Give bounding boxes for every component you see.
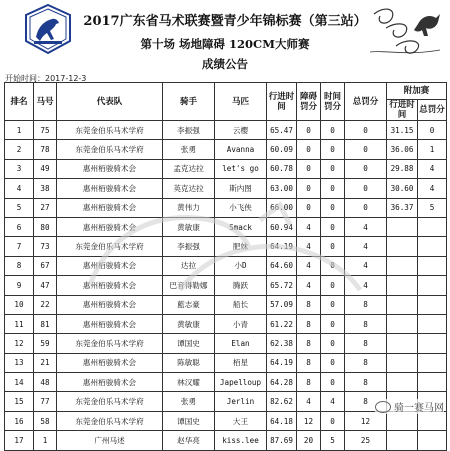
jump-fault-cell: 8	[297, 334, 321, 353]
total-cell: 4	[345, 217, 387, 236]
team-cell: 东莞金伯乐马术学府	[57, 392, 163, 411]
horse-cell: Avanna	[215, 140, 267, 159]
rider-cell: 陈敏聪	[163, 353, 215, 372]
jump-fault-cell: 4	[297, 217, 321, 236]
jumpoff-time-cell: 36.37	[387, 198, 418, 217]
jumpoff-time-cell	[387, 431, 418, 450]
jump-fault-cell: 8	[297, 353, 321, 372]
rider-cell: 藍志豪	[163, 295, 215, 314]
bib-cell: 81	[34, 314, 57, 333]
jumpoff-time-cell	[387, 373, 418, 392]
rank-cell: 5	[5, 198, 34, 217]
table-row	[5, 353, 447, 372]
bib-cell: 80	[34, 217, 57, 236]
total-cell: 8	[345, 373, 387, 392]
horse-cell: 大王	[215, 411, 267, 430]
team-cell: 东莞金伯乐马术学府	[57, 411, 163, 430]
table-row	[5, 411, 447, 430]
team-cell: 惠州栢骏骑术会	[57, 198, 163, 217]
team-cell: 惠州栢骏骑术会	[57, 217, 163, 236]
bib-cell: 77	[34, 392, 57, 411]
bib-cell: 21	[34, 353, 57, 372]
time-cell: 62.38	[267, 334, 297, 353]
rider-cell: 李振强	[163, 121, 215, 140]
rank-cell: 2	[5, 140, 34, 159]
header-bib: 马号	[34, 83, 57, 121]
jump-fault-cell: 8	[297, 373, 321, 392]
jumpoff-total-cell	[418, 431, 447, 450]
rank-cell: 3	[5, 159, 34, 178]
bib-cell: 67	[34, 256, 57, 275]
jump-fault-cell: 8	[297, 314, 321, 333]
header-time-fault: 时间罚分	[321, 83, 345, 121]
table-row	[5, 140, 447, 159]
total-cell: 0	[345, 140, 387, 159]
rank-cell: 17	[5, 431, 34, 450]
horse-cell: 小青	[215, 314, 267, 333]
jumpoff-time-cell	[387, 276, 418, 295]
table-row	[5, 373, 447, 392]
horse-cell: 船长	[215, 295, 267, 314]
jump-fault-cell: 4	[297, 276, 321, 295]
team-cell: 惠州栢骏骑术会	[57, 179, 163, 198]
bib-cell: 75	[34, 121, 57, 140]
jumpoff-time-cell	[387, 237, 418, 256]
horse-cell: 小飞侠	[215, 198, 267, 217]
table-row	[5, 237, 447, 256]
time-fault-cell: 0	[321, 256, 345, 275]
time-fault-cell: 5	[321, 431, 345, 450]
jump-fault-cell: 0	[297, 140, 321, 159]
horse-cell: let's go	[215, 159, 267, 178]
table-row	[5, 431, 447, 450]
time-fault-cell: 0	[321, 295, 345, 314]
jump-fault-cell: 20	[297, 431, 321, 450]
team-cell: 东莞金伯乐马术学府	[57, 237, 163, 256]
team-cell: 广州马述	[57, 431, 163, 450]
jump-fault-cell: 0	[297, 198, 321, 217]
team-cell: 东莞金伯乐马术学府	[57, 121, 163, 140]
rank-cell: 7	[5, 237, 34, 256]
jumpoff-time-cell	[387, 314, 418, 333]
jump-fault-cell: 4	[297, 256, 321, 275]
rider-cell: 赵华亮	[163, 431, 215, 450]
team-cell: 惠州栢骏骑术会	[57, 314, 163, 333]
team-cell: 惠州栢骏骑术会	[57, 353, 163, 372]
rider-cell: 张勇	[163, 392, 215, 411]
time-cell: 65.72	[267, 276, 297, 295]
jumpoff-total-cell: 4	[418, 159, 447, 178]
time-fault-cell: 0	[321, 353, 345, 372]
rank-cell: 15	[5, 392, 34, 411]
rider-cell: 巴音得勒娜	[163, 276, 215, 295]
header-team: 代表队	[57, 83, 163, 121]
horse-cell: Japelloup	[215, 373, 267, 392]
time-cell: 64.19	[267, 353, 297, 372]
jumpoff-total-cell	[418, 237, 447, 256]
rider-cell: 谭国史	[163, 334, 215, 353]
jump-fault-cell: 4	[297, 392, 321, 411]
header-time: 行进时间	[267, 83, 297, 121]
table-row	[5, 121, 447, 140]
rank-cell: 6	[5, 217, 34, 236]
team-cell: 惠州栢骏骑术会	[57, 373, 163, 392]
rank-cell: 10	[5, 295, 34, 314]
header-rank: 排名	[5, 83, 34, 121]
rider-cell: 英克达拉	[163, 179, 215, 198]
jumpoff-time-cell	[387, 411, 418, 430]
jump-fault-cell: 0	[297, 121, 321, 140]
total-cell: 8	[345, 314, 387, 333]
time-cell: 60.78	[267, 159, 297, 178]
total-cell: 8	[345, 334, 387, 353]
time-cell: 60.94	[267, 217, 297, 236]
rank-cell: 14	[5, 373, 34, 392]
bib-cell: 1	[34, 431, 57, 450]
horse-cell: 云樱	[215, 121, 267, 140]
horse-cell: 腾跃	[215, 276, 267, 295]
total-cell: 0	[345, 121, 387, 140]
document-title: 成绩公告	[202, 57, 248, 71]
jumpoff-total-cell	[418, 314, 447, 333]
rider-cell: 黄伟力	[163, 198, 215, 217]
jumpoff-time-cell	[387, 256, 418, 275]
table-row	[5, 179, 447, 198]
jumpoff-time-cell	[387, 334, 418, 353]
total-cell: 8	[345, 392, 387, 411]
time-fault-cell: 0	[321, 314, 345, 333]
jumpoff-total-cell: 0	[418, 121, 447, 140]
team-cell: 惠州栢骏骑术会	[57, 159, 163, 178]
rider-cell: 黄敏康	[163, 314, 215, 333]
bib-cell: 47	[34, 276, 57, 295]
header-horse: 马匹	[215, 83, 267, 121]
jump-fault-cell: 4	[297, 237, 321, 256]
jump-fault-cell: 12	[297, 411, 321, 430]
jumpoff-total-cell	[418, 411, 447, 430]
horse-cell: 斯内图	[215, 179, 267, 198]
time-fault-cell: 0	[321, 334, 345, 353]
total-cell: 4	[345, 256, 387, 275]
time-fault-cell: 0	[321, 121, 345, 140]
time-cell: 63.00	[267, 179, 297, 198]
footer-watermark	[375, 399, 444, 414]
header-rider: 骑手	[163, 83, 215, 121]
rider-cell: 林汉耀	[163, 373, 215, 392]
bib-cell: 78	[34, 140, 57, 159]
time-cell: 64.28	[267, 373, 297, 392]
time-cell: 64.18	[267, 411, 297, 430]
time-fault-cell: 0	[321, 411, 345, 430]
total-cell: 25	[345, 431, 387, 450]
total-cell: 8	[345, 353, 387, 372]
horse-cell: kiss.lee	[215, 431, 267, 450]
jumpoff-time-cell	[387, 217, 418, 236]
total-cell: 4	[345, 237, 387, 256]
bib-cell: 48	[34, 373, 57, 392]
jumpoff-total-cell	[418, 295, 447, 314]
bib-cell: 73	[34, 237, 57, 256]
header-jumpoff-time: 行进时间	[387, 100, 418, 121]
rider-cell: 黄敏康	[163, 217, 215, 236]
team-cell: 惠州栢骏骑术会	[57, 295, 163, 314]
time-fault-cell: 0	[321, 179, 345, 198]
rider-cell: 张勇	[163, 140, 215, 159]
time-fault-cell: 0	[321, 217, 345, 236]
time-cell: 64.19	[267, 237, 297, 256]
time-cell: 87.69	[267, 431, 297, 450]
team-cell: 东莞金伯乐马术学府	[57, 140, 163, 159]
results-table	[4, 82, 447, 451]
bib-cell: 59	[34, 334, 57, 353]
jumpoff-time-cell: 36.06	[387, 140, 418, 159]
rider-cell: 李振强	[163, 237, 215, 256]
rank-cell: 12	[5, 334, 34, 353]
horse-cell: 栢星	[215, 353, 267, 372]
rank-cell: 1	[5, 121, 34, 140]
rank-cell: 16	[5, 411, 34, 430]
rank-cell: 8	[5, 256, 34, 275]
jumpoff-time-cell: 30.60	[387, 179, 418, 198]
jumpoff-time-cell: 29.88	[387, 159, 418, 178]
jump-fault-cell: 0	[297, 159, 321, 178]
rank-cell: 11	[5, 314, 34, 333]
time-fault-cell: 0	[321, 140, 345, 159]
jump-fault-cell: 0	[297, 179, 321, 198]
table-row	[5, 314, 447, 333]
header-jump-fault: 障碍罚分	[297, 83, 321, 121]
horse-cell: Jerlin	[215, 392, 267, 411]
jump-fault-cell: 8	[297, 295, 321, 314]
total-cell: 12	[345, 411, 387, 430]
total-cell: 0	[345, 179, 387, 198]
total-cell: 8	[345, 295, 387, 314]
bib-cell: 58	[34, 411, 57, 430]
time-cell: 65.47	[267, 121, 297, 140]
time-cell: 64.60	[267, 256, 297, 275]
rider-cell: 达拉	[163, 256, 215, 275]
total-cell: 0	[345, 198, 387, 217]
table-row	[5, 256, 447, 275]
time-fault-cell: 0	[321, 198, 345, 217]
start-time: 开始时间：2017-12-3	[5, 74, 87, 83]
jumpoff-total-cell: 4	[418, 179, 447, 198]
header-jumpoff-total: 总罚分	[418, 100, 447, 121]
jumpoff-time-cell	[387, 295, 418, 314]
jumpoff-total-cell	[418, 373, 447, 392]
footer-watermark-text: 骑一赛马网	[394, 403, 444, 414]
total-cell: 0	[345, 159, 387, 178]
bib-cell: 22	[34, 295, 57, 314]
horse-cell: 小D	[215, 256, 267, 275]
time-cell: 60.09	[267, 140, 297, 159]
jumpoff-time-cell	[387, 353, 418, 372]
header-total: 总罚分	[345, 83, 387, 121]
bib-cell: 49	[34, 159, 57, 178]
team-cell: 东莞金伯乐马术学府	[57, 334, 163, 353]
event-subtitle: 第十场 场地障碍 120CM大师赛	[140, 37, 310, 51]
header-jumpoff: 附加赛	[387, 83, 447, 100]
team-cell: 惠州栢骏骑术会	[57, 256, 163, 275]
time-cell: 61.22	[267, 314, 297, 333]
table-row	[5, 217, 447, 236]
jumpoff-total-cell	[418, 217, 447, 236]
jumpoff-total-cell	[418, 353, 447, 372]
time-fault-cell: 0	[321, 237, 345, 256]
jumpoff-total-cell: 1	[418, 140, 447, 159]
competition-title: 2017广东省马术联赛暨青少年锦标赛（第三站）	[83, 14, 367, 29]
team-cell: 惠州栢骏骑术会	[57, 276, 163, 295]
rank-cell: 13	[5, 353, 34, 372]
jumpoff-total-cell: 5	[418, 198, 447, 217]
time-fault-cell: 0	[321, 159, 345, 178]
time-cell: 82.62	[267, 392, 297, 411]
chat-bubble-icon	[375, 401, 391, 413]
jumpoff-total-cell	[418, 276, 447, 295]
table-row	[5, 295, 447, 314]
jumpoff-total-cell	[418, 256, 447, 275]
table-row	[5, 159, 447, 178]
time-fault-cell: 0	[321, 373, 345, 392]
time-cell: 57.09	[267, 295, 297, 314]
total-cell: 4	[345, 276, 387, 295]
bib-cell: 38	[34, 179, 57, 198]
time-fault-cell: 0	[321, 276, 345, 295]
table-row	[5, 276, 447, 295]
jumpoff-total-cell	[418, 334, 447, 353]
horse-cell: Smack	[215, 217, 267, 236]
horse-cell: 肥妹	[215, 237, 267, 256]
rank-cell: 9	[5, 276, 34, 295]
table-row	[5, 334, 447, 353]
rider-cell: 孟克达拉	[163, 159, 215, 178]
table-row	[5, 198, 447, 217]
bib-cell: 27	[34, 198, 57, 217]
time-cell: 66.00	[267, 198, 297, 217]
rank-cell: 4	[5, 179, 34, 198]
time-fault-cell: 4	[321, 392, 345, 411]
rider-cell: 谭国史	[163, 411, 215, 430]
jumpoff-time-cell: 31.15	[387, 121, 418, 140]
horse-cell: Elan	[215, 334, 267, 353]
